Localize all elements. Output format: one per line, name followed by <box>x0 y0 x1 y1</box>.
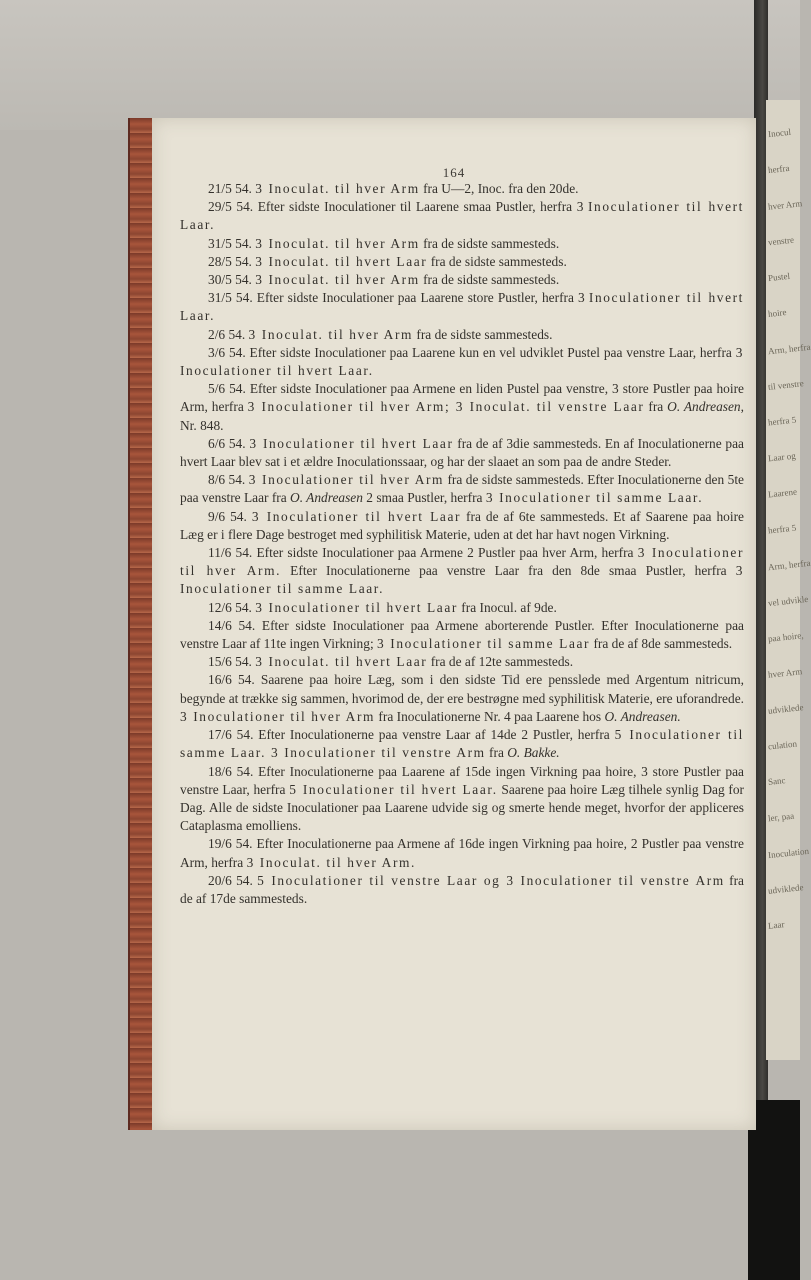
journal-entry <box>180 671 744 726</box>
spaced-text: 3 Inoculat. til hver Arm. <box>246 854 416 870</box>
entry-date: 2/6 54. <box>208 326 249 342</box>
book-page <box>152 118 756 1130</box>
facing-page-fragment: herfra 5 <box>767 522 797 536</box>
entry-text: fra de af 6te sammesteds. Et af Saarene paa hoire Læg er i flere Dage bestroget med syphilitisk Materie, uden at det har havt nogen Virkning. <box>180 508 745 542</box>
journal-entry <box>180 326 744 344</box>
spaced-text: 5 Inoculationer til venstre Laar og 3 Inoculationer til venstre Arm <box>257 872 725 888</box>
entry-text: Efter Inoculationerne paa Armene af 16de ingen Virkning paa hoire, 2 Pustler paa venstre Arm, herfra <box>180 836 744 870</box>
journal-entry <box>180 653 744 671</box>
entry-text: fra <box>644 399 668 415</box>
entry-date: 15/6 54. <box>208 654 256 670</box>
entry-text: fra U—2, Inoc. fra den 20de. <box>419 181 579 196</box>
entry-text: Saarene paa hoire Læg, som i den sidste Tid ere pensslede med Argentum nitricum, begynde at trække sig sammen, hvorimod de, der ere bestrøgne med syphilitisk Materie, ere uforandrede. <box>180 672 744 706</box>
entry-text: Efter Inoculationerne paa venstre Laar fra den 8de smaa Pustler, herfra <box>281 563 736 579</box>
entry-text: fra de sidste sammesteds. <box>419 272 560 288</box>
entry-date: 31/5 54. <box>208 235 256 251</box>
journal-entry <box>180 235 744 253</box>
italic-name: O. Bakke. <box>507 745 560 761</box>
page-number: 164 <box>442 165 466 180</box>
spaced-text: 3 Inoculationer til hver Arm <box>248 472 445 488</box>
entry-date: 30/5 54. <box>208 272 256 288</box>
italic-name: O. Andreasen <box>290 490 363 506</box>
entry-text: fra de af 12te sammesteds. <box>427 654 574 670</box>
entry-text: Efter sidste Inoculationer paa Laarene store Pustler, herfra 3 <box>256 290 589 306</box>
journal-entry <box>180 435 744 471</box>
facing-page-fragment: Arm, herfra <box>767 557 811 573</box>
entry-date: 14/6 54. <box>208 617 262 633</box>
journal-entry <box>180 198 744 234</box>
facing-page-fragment: udviklede <box>767 702 804 716</box>
facing-page-fragment: Arm, herfra <box>767 341 811 357</box>
entry-text: Efter sidste Inoculationer til Laarene smaa Pustler, herfra 3 <box>257 199 588 215</box>
journal-entry <box>180 544 744 599</box>
spaced-text: 5 Inoculationer til samme Laar. 3 Inoculationer til venstre Arm <box>180 727 744 761</box>
entry-date: 21/5 54. <box>208 181 256 196</box>
spaced-text: 3 Inoculat. til hver Arm <box>255 181 420 196</box>
spaced-text: Inoculationer til hvert Laar. <box>180 290 744 324</box>
facing-page-fragment: herfra 5 <box>767 414 797 428</box>
entry-date: 19/6 54. <box>208 836 257 852</box>
journal-entry <box>180 508 744 544</box>
spaced-text: 3 Inoculationer til hvert Laar. <box>180 344 744 379</box>
entry-text: fra de sidste sammesteds. <box>419 235 560 251</box>
spaced-text: 5 Inoculationer til hvert Laar. <box>289 781 498 797</box>
facing-page-fragment: venstre <box>767 234 795 248</box>
spaced-text: 3 Inoculat. til hvert Laar <box>255 654 428 670</box>
facing-page-fragment: til venstre <box>767 378 805 392</box>
journal-entry <box>180 344 744 380</box>
facing-page-fragment: Sanc <box>767 775 786 787</box>
facing-page-fragment: hver Arm <box>767 666 803 680</box>
entry-text: fra de af 8de sammesteds. <box>590 636 733 652</box>
italic-name: O. Andreasen <box>667 399 741 415</box>
entry-date: 8/6 54. <box>208 472 249 488</box>
page-text <box>180 180 744 908</box>
entry-text: fra de sidste sammesteds. Efter Inoculationerne den 5te paa venstre Laar fra <box>180 472 744 506</box>
entry-date: 18/6 54. <box>208 763 259 779</box>
facing-page-fragment: Pustel <box>767 270 791 284</box>
italic-name: O. Andreasen. <box>604 708 681 724</box>
spaced-text: 3 Inoculat. til hver Arm <box>255 235 420 251</box>
entry-text: Efter sidste Inoculationer paa Armene 2 Pustler paa hver Arm, herfra <box>256 545 638 561</box>
journal-entry <box>180 271 744 289</box>
entry-text: Efter Inoculationerne paa Laarene af 15de ingen Virkning paa hoire, 3 store Pustler paa venstre Laar, herfra <box>180 763 744 797</box>
facing-page-fragment: paa hoire, <box>767 630 804 644</box>
journal-entry <box>180 180 744 198</box>
entry-date: 20/6 54. <box>208 872 258 888</box>
facing-page-fragment: Inocul <box>767 126 792 140</box>
entry-date: 9/6 54. <box>208 508 252 524</box>
spaced-text: 3 Inoculationer til hver Arm <box>180 708 376 724</box>
entry-date: 17/6 54. <box>208 727 259 743</box>
facing-page-fragment: hver Arm <box>767 198 803 212</box>
facing-page-fragment: hoire <box>767 307 787 319</box>
entry-date: 11/6 54. <box>208 545 257 561</box>
spaced-text: 3 Inoculat. til hver Arm <box>255 272 420 288</box>
journal-entry <box>180 471 744 507</box>
facing-page-fragment: culation <box>767 738 798 752</box>
entry-text: Efter sidste Inoculationer paa Laarene kun en vel udviklet Pustel paa venstre Laar, herfra <box>249 344 736 360</box>
entry-date: 31/5 54. <box>208 290 257 306</box>
entry-date: 6/6 54. <box>208 435 250 451</box>
entry-text: fra de sidste sammesteds. <box>413 326 553 342</box>
entry-text: fra Inoculationerne Nr. 4 paa Laarene hos <box>375 708 605 724</box>
spaced-text: 3 Inoculat. til hver Arm <box>248 326 414 342</box>
entry-text: fra <box>485 745 508 761</box>
facing-page-fragment: Laar <box>767 919 785 931</box>
entry-text: fra de sidste sammesteds. <box>427 253 567 269</box>
entry-text: fra de af 3die sammesteds. En af Inoculationerne paa hvert Laar blev sat i et ældre Inoculationssaar, og har der slaaet an som paa de andre Steder. <box>180 435 744 470</box>
journal-entry <box>180 380 744 435</box>
facing-page-fragment: herfra <box>767 162 790 176</box>
entry-date: 28/5 54. <box>208 253 256 269</box>
facing-page-fragment: ler, paa <box>767 810 795 824</box>
spaced-text: 3 Inoculationer til samme Laar. <box>180 563 745 597</box>
entry-text: fra Inocul. af 9de. <box>457 599 557 615</box>
entry-date: 5/6 54. <box>208 381 250 397</box>
facing-page-fragment: udviklede <box>767 882 804 896</box>
spaced-text: 3 Inoculat. til hvert Laar <box>255 253 428 269</box>
entry-text: Efter sidste Inoculationer paa Armene aborterende Pustler. Efter Inoculationerne paa venstre Laar af 11te ingen Virkning; <box>180 617 744 652</box>
spaced-text: 3 Inoculationer til hver Arm. <box>180 545 745 579</box>
spaced-text: 3 Inoculationer til hvert Laar <box>249 435 454 451</box>
entry-date: 3/6 54. <box>208 344 250 360</box>
facing-page-strip <box>766 100 811 1060</box>
spaced-text: 3 Inoculationer til hvert Laar <box>251 508 462 524</box>
facing-page-fragment: Inoculation <box>767 845 810 861</box>
journal-entry <box>180 617 744 653</box>
spaced-text: Inoculationer til hvert Laar. <box>180 199 744 233</box>
journal-entry <box>180 726 744 762</box>
entry-date: 16/6 54. <box>208 672 261 688</box>
spaced-text: 3 Inoculationer til samme Laar. <box>485 490 704 506</box>
entry-text: fra de af 17de sammesteds. <box>180 872 744 906</box>
entry-date: 12/6 54. <box>208 599 256 615</box>
journal-entry <box>180 763 744 836</box>
journal-entry <box>180 835 744 871</box>
spaced-text: 3 Inoculationer til hvert Laar <box>255 599 458 615</box>
entry-text: Efter Inoculationerne paa venstre Laar af 14de 2 Pustler, herfra <box>258 727 615 743</box>
facing-page-fragment: Laarene <box>767 486 798 500</box>
entry-text: Efter sidste Inoculationer paa Armene en liden Pustel paa venstre, 3 store Pustler paa hoire Arm, herfra <box>180 381 744 415</box>
entry-text: 2 smaa Pustler, herfra <box>362 490 486 506</box>
background <box>0 0 800 130</box>
spaced-text: 3 Inoculationer til hver Arm; 3 Inoculat. til venstre Laar <box>247 399 645 415</box>
entry-date: 29/5 54. <box>208 199 258 215</box>
journal-entry <box>180 253 744 271</box>
spaced-text: 3 Inoculationer til samme Laar <box>377 636 591 652</box>
entry-text: Saarene paa hoire Læg tilhele synlig Dag for Dag. Alle de sidste Inoculationer paa Laarene udvide sig og smerte hende meget, hvorfor der appliceres Cataplasma emolliens. <box>180 781 745 834</box>
facing-page-fragment: Laar og <box>767 450 797 464</box>
journal-entry <box>180 289 744 325</box>
journal-entry <box>180 599 744 617</box>
journal-entry <box>180 872 744 908</box>
entry-text: , Nr. 848. <box>180 399 744 433</box>
facing-page-fragment: vel udvikle <box>767 593 809 609</box>
